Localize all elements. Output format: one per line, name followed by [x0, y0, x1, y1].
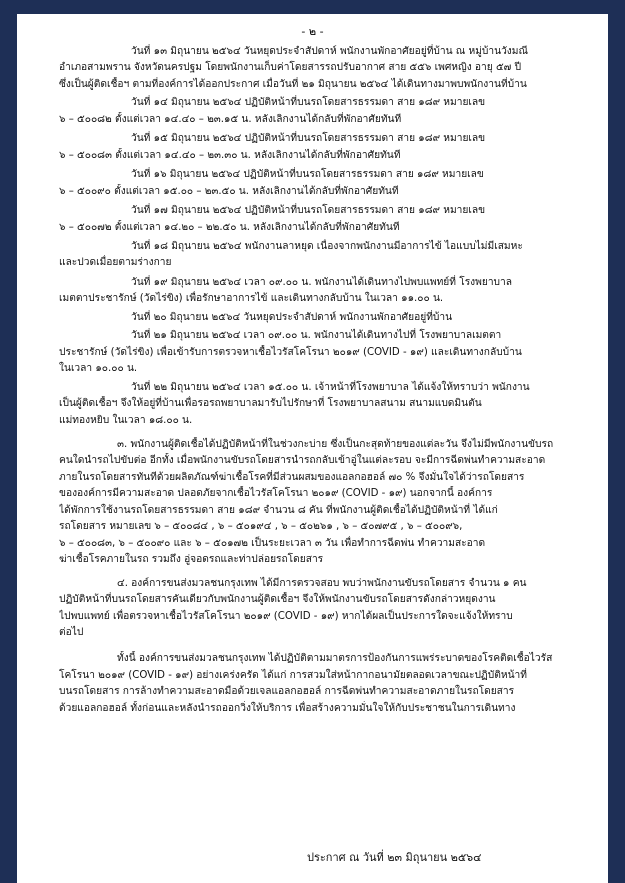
paragraph-line: ๖ – ๕๐๐๘๓ ตั้งแต่เวลา ๑๔.๔๐ – ๒๓.๓๐ น. หลังเลิกงานได้กลับที่พักอาศัยทันที	[59, 149, 401, 161]
paragraph-line: ต่อไป	[59, 626, 84, 638]
paragraph-line: วันที่ ๑๔ มิถุนายน ๒๕๖๔ ปฏิบัติหน้าที่บนรถโดยสารธรรมดา สาย ๑๘๙ หมายเลข	[131, 97, 486, 109]
paragraph-line: ได้พักการใช้งานรถโดยสารธรรมดา สาย ๑๘๙ จำนวน ๘ คัน ที่พนักงานผู้ติดเชื้อได้ปฏิบัติหน้าที่ ได้แก่	[59, 504, 498, 516]
paragraph-line: วันที่ ๑๗ มิถุนายน ๒๕๖๔ ปฏิบัติหน้าที่บนรถโดยสารธรรมดา สาย ๑๘๙ หมายเลข	[131, 205, 486, 217]
paragraph-line: อำเภอสามพราน จังหวัดนครปฐม โดยพนักงานเก็บค่าโดยสารรถปรับอากาศ สาย ๕๕๖ เพศหญิง อายุ ๕๗ ปี	[59, 62, 522, 74]
paragraph	[59, 167, 576, 200]
paragraph	[59, 44, 576, 93]
paragraph-line: ๔. องค์การขนส่งมวลชนกรุงเทพ ได้มีการตรวจสอบ พบว่าพนักงานขับรถโดยสาร จำนวน ๑ คน	[117, 577, 527, 589]
paragraph-line: ๖ – ๕๐๐๗๒ ตั้งแต่เวลา ๑๔.๒๐ – ๒๒.๕๐ น. หลังเลิกงานได้กลับที่พักอาศัยทันที	[59, 221, 400, 233]
paragraph	[59, 131, 576, 164]
paragraph-line: แม่ทองหยิบ ในเวลา ๑๘.๐๐ น.	[59, 414, 193, 426]
paragraph-line: ๖ – ๕๐๐๘๓, ๖ – ๕๐๐๙๐ และ ๖ – ๕๐๑๗๒ เป็นระยะเวลา ๓ วัน เพื่อทำการฉีดพ่น ทำความสะอาด	[59, 537, 486, 549]
paragraph-line: เมตตาประชารักษ์ (วัดไร่ขิง) เพื่อรักษาอาการไข้ และเดินทางกลับบ้าน ในเวลา ๑๑.๐๐ น.	[59, 293, 444, 305]
paragraph-line: และปวดเมื่อยตามร่างกาย	[59, 257, 172, 269]
paragraph-line: ปฏิบัติหน้าที่บนรถโดยสารคันเดียวกับพนักงานผู้ติดเชื้อฯ จึงให้พนักงานขับรถโดยสารดังกล่าวหยุดงาน	[59, 594, 496, 606]
document-page	[17, 14, 608, 883]
paragraph-line: ไปพบแพทย์ เพื่อตรวจหาเชื้อไวรัสโคโรนา ๒๐๑๙ (COVID - ๑๙) หากได้ผลเป็นประการใดจะแจ้งให้ทราบ	[59, 610, 513, 622]
paragraph	[59, 275, 576, 308]
paragraph	[59, 328, 576, 377]
paragraph-line: วันที่ ๑๙ มิถุนายน ๒๕๖๔ เวลา ๐๙.๐๐ น. พนักงานได้เดินทางไปพบแพทย์ที่ โรงพยาบาล	[131, 276, 512, 288]
paragraph-line: ๓. พนักงานผู้ติดเชื้อได้ปฏิบัติหน้าที่ในช่วงกะบ่าย ซึ่งเป็นกะสุดท้ายของแต่ละวัน จึงไม่มีพนักงานขับรถ	[117, 438, 554, 450]
paragraph-line: วันที่ ๒๐ มิถุนายน ๒๕๖๔ วันหยุดประจำสัปดาห์ พนักงานพักอาศัยอยู่ที่บ้าน	[131, 311, 453, 323]
paragraph	[59, 239, 576, 272]
paragraph-line: ในเวลา ๑๐.๐๐ น.	[59, 363, 138, 375]
paragraph	[59, 310, 576, 326]
paragraph-line: บนรถโดยสาร การล้างทำความสะอาดมือด้วยเจลแอลกอฮอล์ การฉีดพ่นทำความสะอาดภายในรถโดยสาร	[59, 686, 515, 698]
paragraph-line: วันที่ ๑๖ มิถุนายน ๒๕๖๔ ปฏิบัติหน้าที่บนรถโดยสารธรรมดา สาย ๑๘๙ หมายเลข	[131, 169, 484, 181]
paragraph	[59, 380, 576, 429]
paragraph-line: วันที่ ๒๑ มิถุนายน ๒๕๖๔ เวลา ๐๙.๐๐ น. พนักงานได้เดินทางไปที่ โรงพยาบาลเมตตา	[131, 330, 502, 342]
paragraph	[59, 437, 576, 569]
paragraph	[59, 576, 576, 642]
paragraph-line: ภายในรถโดยสารทันทีด้วยผลิตภัณฑ์ฆ่าเชื้อโรคที่มีส่วนผสมของแอลกอฮอล์ ๗๐ % จึงมั่นใจได้ว่ารถโดยสาร	[59, 471, 525, 483]
paragraph-line: เป็นผู้ติดเชื้อฯ จึงให้อยู่ที่บ้านเพื่อรอรถพยาบาลมารับไปรักษาที่ โรงพยาบาลสนาม สนามแบดมินตัน	[59, 398, 482, 410]
paragraph-line: คนใดนำรถไปขับต่อ อีกทั้ง เมื่อพนักงานขับรถโดยสารนำรถกลับเข้าอู่ในแต่ละรอบ จะมีการฉีดพ่นทำความสะอาด	[59, 455, 546, 467]
frame-left	[0, 0, 16, 883]
paragraph-line: ฆ่าเชื้อโรคภายในรถ รวมถึง อู่จอดรถและท่าปล่อยรถโดยสาร	[59, 554, 324, 566]
page-number: - ๒ -	[301, 25, 324, 38]
paragraph-line: ประชารักษ์ (วัดไร่ขิง) เพื่อเข้ารับการตรวจหาเชื้อไวรัสโคโรนา ๒๐๑๙ (COVID - ๑๙) และเดินทางกลับบ้าน	[59, 346, 522, 358]
paragraph-line: วันที่ ๑๘ มิถุนายน ๒๕๖๔ พนักงานลาหยุด เนื่องจากพนักงานมีอาการไข้ ไอแบบไม่มีเสมหะ	[131, 240, 523, 252]
paragraph	[59, 203, 576, 236]
paragraph-line: ทั้งนี้ องค์การขนส่งมวลชนกรุงเทพ ได้ปฏิบัติตามมาตรการป้องกันการแพร่ระบาดของโรคติดเชื้อไวรัส	[117, 653, 553, 665]
paragraph-line: ขององค์การมีความสะอาด ปลอดภัยจากเชื้อไวรัสโคโรนา ๒๐๑๙ (COVID - ๑๙) นอกจากนี้ องค์การ	[59, 488, 493, 500]
frame-top	[0, 0, 625, 14]
announcement-date: ประกาศ ณ วันที่ ๒๓ มิถุนายน ๒๕๖๔	[307, 851, 482, 864]
document-body	[59, 44, 576, 717]
paragraph	[59, 651, 576, 717]
paragraph-line: ด้วยแอลกอฮอล์ ทั้งก่อนและหลังนำรถออกวิ่งให้บริการ เพื่อสร้างความมั่นใจให้กับประชาชนในการเดินทาง	[59, 702, 516, 714]
paragraph-line: รถโดยสาร หมายเลข ๖ – ๕๐๐๘๔ , ๖ – ๕๐๑๙๔ , ๖ – ๕๐๒๖๑ , ๖ – ๕๐๗๙๕ , ๖ – ๕๐๐๙๖,	[59, 521, 463, 533]
paragraph-line: วันที่ ๑๓ มิถุนายน ๒๕๖๔ วันหยุดประจำสัปดาห์ พนักงานพักอาศัยอยู่ที่บ้าน ณ หมู่บ้านวังมณี	[131, 46, 528, 57]
paragraph-line: ๖ – ๕๐๐๘๒ ตั้งแต่เวลา ๑๔.๔๐ – ๒๓.๑๕ น. หลังเลิกงานได้กลับที่พักอาศัยทันที	[59, 113, 402, 125]
paragraph	[59, 95, 576, 128]
paragraph-line: ๖ – ๕๐๐๙๐ ตั้งแต่เวลา ๑๕.๐๐ – ๒๓.๕๐ น. หลังเลิกงานได้กลับที่พักอาศัยทันที	[59, 185, 399, 197]
paragraph-line: โคโรนา ๒๐๑๙ (COVID - ๑๙) อย่างเคร่งครัด ได้แก่ การสวมใส่หน้ากากอนามัยตลอดเวลาขณะปฏิบัติหน้าที่	[59, 669, 527, 681]
paragraph-line: วันที่ ๑๕ มิถุนายน ๒๕๖๔ ปฏิบัติหน้าที่บนรถโดยสารธรรมดา สาย ๑๘๙ หมายเลข	[131, 133, 486, 145]
paragraph-line: วันที่ ๒๒ มิถุนายน ๒๕๖๔ เวลา ๑๕.๐๐ น. เจ้าหน้าที่โรงพยาบาล ได้แจ้งให้ทราบว่า พนักงาน	[131, 381, 530, 393]
frame-right	[609, 0, 625, 883]
paragraph-line: ซึ่งเป็นผู้ติดเชื้อฯ ตามที่องค์การได้ออกประกาศ เมื่อวันที่ ๒๑ มิถุนายน ๒๕๖๔ ได้เดินทางมาพบพนักงานที่บ้าน	[59, 78, 527, 90]
